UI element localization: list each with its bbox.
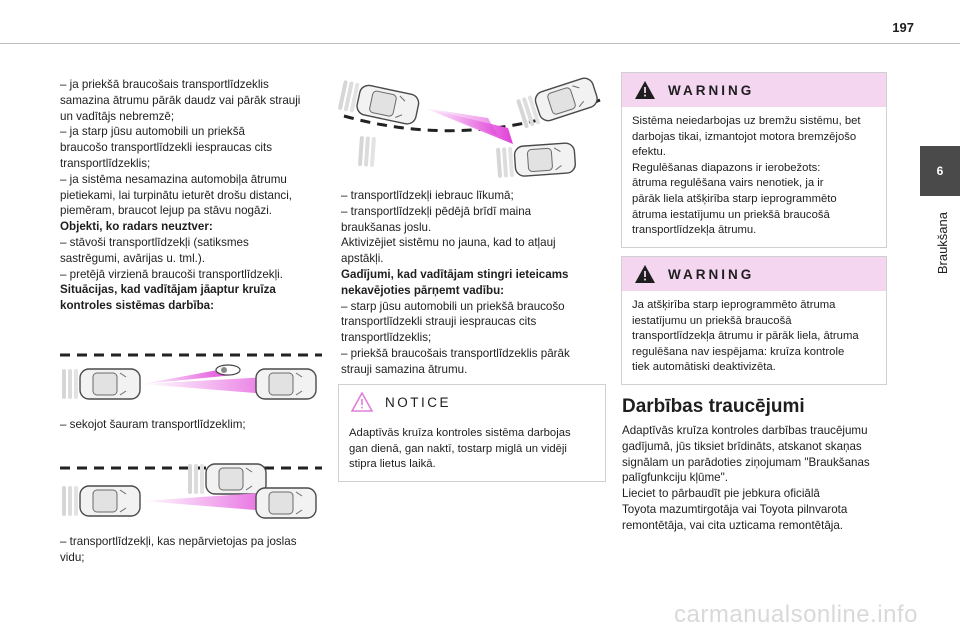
- caption-narrow-vehicle: – sekojot šauram transportlīdzeklim;: [60, 418, 246, 431]
- text-line: – ja starp jūsu automobili un priekšā: [60, 125, 245, 139]
- warning-triangle-icon: [634, 80, 656, 100]
- text-line: Sistēma neiedarbojas uz bremžu sistēmu, bet: [632, 115, 861, 127]
- text-line: – stāvoši transportlīdzekļi (satiksmes: [60, 235, 249, 249]
- text-line: remontētāja, vai cita uzticama remontētāja.: [622, 518, 844, 532]
- caption-lane-offset: – transportlīdzekļi, kas nepārvietojas pa joslas: [60, 535, 297, 548]
- take-control-heading: nekavējoties pārņemt vadību:: [341, 283, 505, 297]
- watermark-footer: carmanualsonline.info: [674, 601, 918, 628]
- text-line: ātruma regulēšana vairs nenotiek, ja ir: [632, 177, 824, 190]
- text-line: Adaptīvās kruīza kontroles darbības traucējumu: [622, 424, 868, 437]
- text-line: stipra lietus laikā.: [349, 458, 436, 471]
- text-line: transportlīdzekli strauji iespraucas cits: [341, 315, 537, 329]
- text-line: – ja priekšā braucošais transportlīdzeklis: [60, 78, 269, 91]
- text-line: – starp jūsu automobili un priekšā braucošo: [341, 299, 565, 313]
- text-line: transportlīdzeklis;: [60, 156, 151, 170]
- malfunction-heading: Darbības traucējumi: [622, 396, 805, 417]
- chapter-title: Braukšana: [935, 212, 950, 275]
- text-line: sastrēgumi, avārijas u. tml.).: [60, 251, 205, 265]
- warning-triangle-icon: [634, 264, 656, 284]
- not-detected-heading: Objekti, ko radars neuztver:: [60, 220, 213, 234]
- text-line: strauji samazina ātrumu.: [341, 362, 468, 376]
- warning-box-2: [621, 256, 887, 385]
- header-divider: [0, 43, 960, 44]
- warning-title: WARNING: [668, 82, 755, 98]
- notice-header: [339, 385, 605, 419]
- notice-box: [338, 384, 606, 482]
- lane-offset-illustration: [56, 458, 324, 524]
- text-line: regulēšana nav iespējama: kruīza kontrole: [632, 345, 845, 358]
- motorcycle-icon: [216, 365, 240, 375]
- text-line: pietiekami, lai turpinātu ieturēt drošu distanci,: [60, 188, 292, 202]
- notice-triangle-icon: [351, 392, 373, 412]
- text-line: Lieciet to pārbaudīt pie jebkura oficiālā: [622, 487, 820, 501]
- text-line: signālam un parādoties ziņojumam "Braukšanas: [622, 455, 870, 469]
- caption-lane-offset: vidu;: [60, 550, 85, 564]
- text-line: braukšanas joslu.: [341, 220, 432, 234]
- text-line: pārāk liela atšķirība starp ieprogrammēto: [632, 192, 837, 205]
- text-line: transportlīdzekļa ātrumu ir pārāk liela, ātruma: [632, 330, 859, 343]
- text-line: transportlīdzekļa ātrumu.: [632, 224, 757, 237]
- left-column: [60, 77, 330, 314]
- chapter-tab[interactable]: 6: [920, 146, 960, 196]
- text-line: palīgfunkciju kļūme".: [622, 471, 728, 485]
- warning-title: WARNING: [668, 266, 755, 282]
- text-line: gan dienā, gan naktī, tostarp miglā un vidēji: [349, 442, 567, 455]
- text-line: Toyota mazumtirgotāja vai Toyota pilnvarota: [622, 502, 848, 516]
- text-line: piemēram, braucot lejup pa stāvu nogāzi.: [60, 204, 273, 218]
- text-line: iestatījumu un priekšā braucošā: [632, 314, 792, 327]
- malfunction-text: [622, 423, 886, 534]
- page-number: 197: [892, 20, 914, 35]
- take-control-heading: Gadījumi, kad vadītājam stingri ieteicams: [341, 267, 569, 281]
- text-line: Aktivizējiet sistēmu no jauna, kad to atļauj: [341, 236, 556, 250]
- text-line: – ja sistēma nesamazina automobiļa ātrumu: [60, 172, 287, 186]
- middle-column: [341, 188, 603, 378]
- warning-header: [622, 73, 886, 107]
- text-line: efektu.: [632, 146, 666, 159]
- text-line: braucošo transportlīdzekli iespraucas cits: [60, 141, 273, 155]
- notice-title: NOTICE: [385, 394, 452, 410]
- situations-heading: Situācijas, kad vadītājam jāaptur kruīza: [60, 283, 276, 297]
- text-line: apstākļi.: [341, 252, 384, 266]
- text-line: darbojas tikai, izmantojot motora bremzējošo: [632, 130, 857, 143]
- text-line: gadījumā, jūs tiksiet brīdināts, atskanot skaņas: [622, 439, 862, 453]
- text-line: Ja atšķirība starp ieprogrammēto ātruma: [632, 299, 836, 311]
- text-line: transportlīdzeklis;: [341, 331, 432, 345]
- text-line: – transportlīdzekļi iebrauc līkumā;: [341, 189, 514, 202]
- warning-header: [622, 257, 886, 291]
- situations-heading: kontroles sistēmas darbība:: [60, 299, 214, 313]
- narrow-vehicle-illustration: [56, 345, 324, 405]
- text-line: Adaptīvās kruīza kontroles sistēma darbojas: [349, 427, 571, 439]
- text-line: ātruma iestatījumu un priekšā braucošā: [632, 208, 830, 221]
- text-line: tiek automātiski deaktivizēta.: [632, 361, 776, 374]
- warning-box-1: [621, 72, 887, 248]
- text-line: – priekšā braucošais transportlīdzeklis pārāk: [341, 346, 570, 360]
- text-line: un vadītājs nebremzē;: [60, 109, 175, 123]
- text-line: Regulēšanas diapazons ir ierobežots:: [632, 161, 821, 174]
- curve-illustration: [338, 70, 608, 178]
- text-line: – pretējā virzienā braucoši transportlīdzekļi.: [60, 267, 283, 281]
- text-line: samazina ātrumu pārāk daudz vai pārāk strauji: [60, 93, 301, 107]
- text-line: – transportlīdzekļi pēdējā brīdī maina: [341, 204, 532, 218]
